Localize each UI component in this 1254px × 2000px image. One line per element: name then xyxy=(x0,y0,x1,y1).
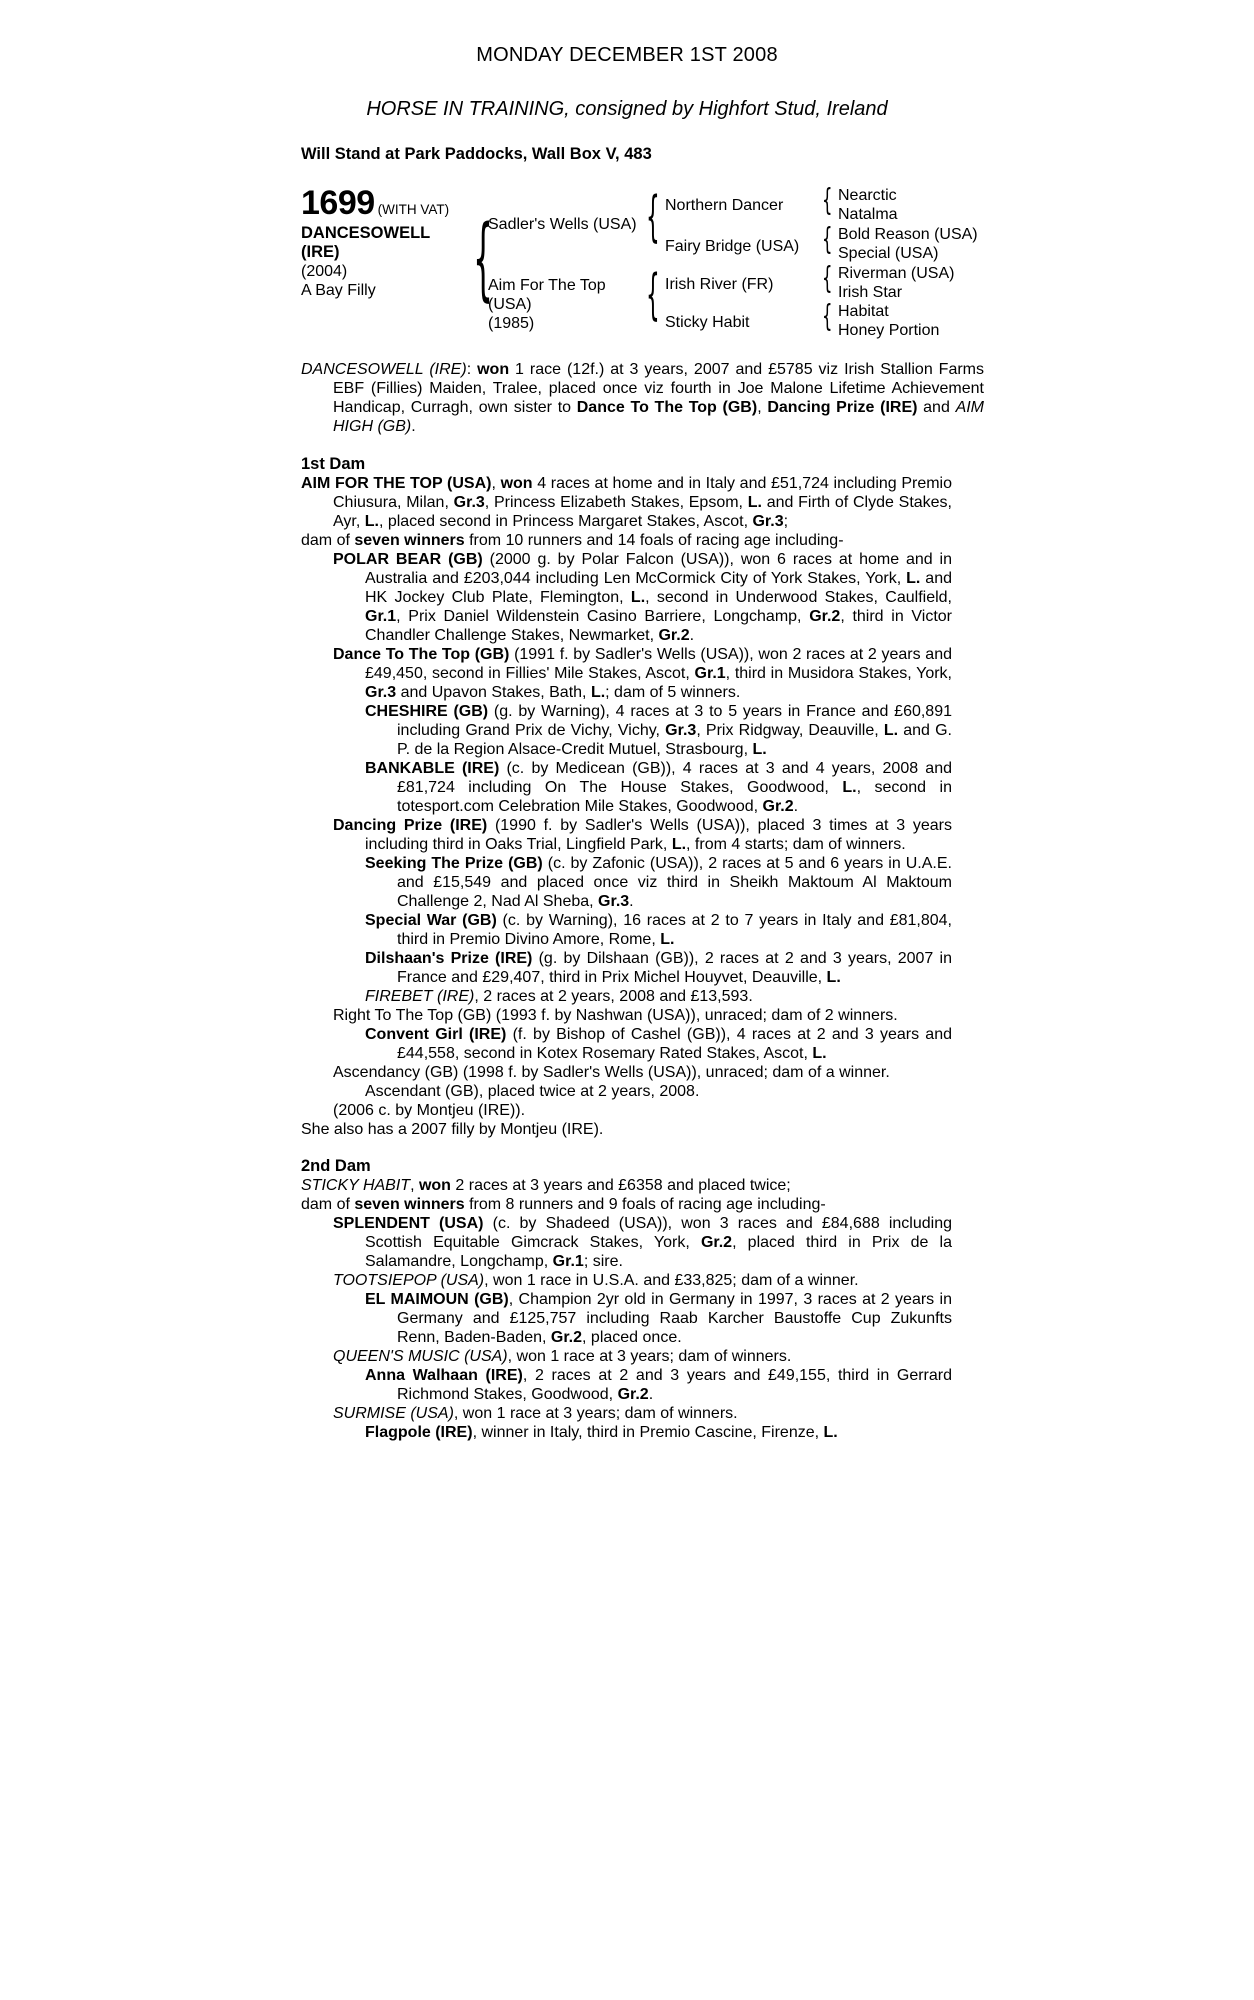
pedigree-entry xyxy=(301,1404,952,1423)
text-run: Gr.3 xyxy=(598,893,630,910)
text-run: , third in Victor Chandler Challenge Stakes, Newmarket, xyxy=(365,608,952,644)
text-run: , xyxy=(491,475,501,492)
text-run: Gr.3 xyxy=(665,722,697,739)
text-run: . xyxy=(793,798,799,815)
pedigree-entry xyxy=(301,1120,952,1139)
pedigree-brace-dam: { xyxy=(646,263,660,326)
pedigree-dam-line3: (1985) xyxy=(488,315,535,332)
pedigree-g5: Riverman (USA) xyxy=(838,265,955,282)
text-run: Anna Walhaan (IRE) xyxy=(365,1367,523,1384)
text-run: , won 1 race in U.S.A. and £33,825; dam of a winner. xyxy=(484,1272,859,1289)
second-dam-entries xyxy=(301,1176,952,1442)
horse-description: A Bay Filly xyxy=(301,282,376,299)
pedigree-brace-g1: { xyxy=(822,183,833,218)
text-run: Ascendancy (GB) (1998 f. by Sadler's Wells (USA)), unraced; dam of a winner. xyxy=(333,1064,890,1081)
text-run: and xyxy=(917,399,956,416)
text-run: (1991 f. by Sadler's Wells (USA)), won 2 races at 2 years and £49,450, second in Fillies' Mile Stakes, Ascot, xyxy=(365,646,952,682)
text-run: L. xyxy=(826,969,841,986)
text-run: , third in Musidora Stakes, York, xyxy=(725,665,952,682)
pedigree-g8: Honey Portion xyxy=(838,322,940,339)
pedigree-entry xyxy=(301,987,952,1006)
pedigree-brace-g3: { xyxy=(822,261,833,296)
lot-number: 1699 xyxy=(301,184,375,222)
pedigree-entry xyxy=(301,1214,952,1271)
text-run: L. xyxy=(590,684,606,701)
pedigree-entry xyxy=(301,531,952,550)
text-run: L. xyxy=(671,836,687,853)
text-run: dam of xyxy=(301,532,355,549)
pedigree-dam-line2: (USA) xyxy=(488,296,532,313)
text-run: (2006 c. by Montjeu (IRE)). xyxy=(333,1102,526,1119)
pedigree-g4: Special (USA) xyxy=(838,245,939,262)
pedigree-dam-dam: Sticky Habit xyxy=(665,314,750,331)
text-run: , Prix Ridgway, Deauville, xyxy=(696,722,884,739)
text-run: . xyxy=(689,627,695,644)
pedigree-g1: Nearctic xyxy=(838,187,897,204)
text-run: , Prix Daniel Wildenstein Casino Barriere, Longchamp, xyxy=(396,608,810,625)
pedigree-g2: Natalma xyxy=(838,206,898,223)
text-run: Special War (GB) xyxy=(365,912,497,929)
pedigree-entry xyxy=(301,949,952,987)
text-run: 4 races at home and in Italy and £51,724 including Premio Chiusura, Milan, xyxy=(333,475,953,511)
text-run: (g. by Dilshaan (GB)), 2 races at 2 and 3 years, 2007 in France and £29,407, third in Prix Michel Houyvet, Deauville, xyxy=(397,950,952,986)
pedigree-entry xyxy=(301,1347,952,1366)
text-run: (c. by Warning), 16 races at 2 to 7 years in Italy and £81,804, third in Premio Divino Amore, Rome, xyxy=(397,912,952,948)
pedigree-dam-sire: Irish River (FR) xyxy=(665,276,774,293)
text-run: Flagpole (IRE) xyxy=(365,1424,473,1441)
text-run: Gr.2 xyxy=(809,608,841,625)
text-run: SPLENDENT (USA) xyxy=(333,1215,484,1232)
pedigree-entry xyxy=(301,1195,952,1214)
pedigree-entry xyxy=(301,1101,952,1120)
text-run: and G. P. de la Region Alsace-Credit Mutuel, Strasbourg, xyxy=(397,722,952,758)
text-run: (c. by Shadeed (USA)), won 3 races and £84,688 including Scottish Equitable Gimcrack Stakes, York, xyxy=(365,1215,953,1251)
text-run: L. xyxy=(842,779,857,796)
text-run: , won 1 race at 3 years; dam of winners. xyxy=(507,1348,792,1365)
text-run: ; dam of 5 winners. xyxy=(605,684,741,701)
text-run: Gr.1 xyxy=(552,1253,584,1270)
text-run: L. xyxy=(630,589,646,606)
text-run: ; xyxy=(783,513,789,530)
text-run: She also has a 2007 filly by Montjeu (IRE). xyxy=(301,1121,604,1138)
text-run: , placed third in Prix de la Salamandre, Longchamp, xyxy=(365,1234,953,1270)
text-run: EL MAIMOUN (GB) xyxy=(365,1291,509,1308)
pedigree-brace-main: { xyxy=(473,206,494,311)
lot-vat-note: (WITH VAT) xyxy=(377,202,450,217)
text-run: L. xyxy=(747,494,762,511)
text-run: Dancing Prize (IRE) xyxy=(767,399,918,416)
text-run: , from 4 starts; dam of winners. xyxy=(686,836,906,853)
pedigree-entry xyxy=(301,1082,952,1101)
pedigree-entry xyxy=(301,1176,952,1195)
text-run: Dance To The Top (GB) xyxy=(576,399,758,416)
horse-origin: (IRE) xyxy=(301,243,340,261)
pedigree-entry xyxy=(301,1006,952,1025)
text-run: AIM FOR THE TOP (USA) xyxy=(301,475,492,492)
text-run: seven winners xyxy=(354,1196,465,1213)
second-dam-heading: 2nd Dam xyxy=(301,1157,371,1175)
text-run: DANCESOWELL (IRE) xyxy=(301,361,467,378)
stand-location: Will Stand at Park Paddocks, Wall Box V, 483 xyxy=(301,145,652,163)
text-run: POLAR BEAR (GB) xyxy=(333,551,483,568)
lot-block xyxy=(301,186,466,300)
text-run: L. xyxy=(883,722,899,739)
text-run: , Princess Elizabeth Stakes, Epsom, xyxy=(484,494,748,511)
pedigree-entry xyxy=(301,1025,952,1063)
horse-summary xyxy=(301,360,984,436)
pedigree-entry xyxy=(301,1423,952,1442)
text-run: , 2 races at 2 and 3 years and £49,155, third in Gerrard Richmond Stakes, Goodwood, xyxy=(397,1367,953,1403)
text-run: Gr.2 xyxy=(762,798,794,815)
text-run: Dancing Prize (IRE) xyxy=(333,817,488,834)
text-run: Gr.3 xyxy=(752,513,784,530)
text-run: Gr.2 xyxy=(700,1234,733,1251)
text-run: Gr.2 xyxy=(658,627,690,644)
text-run: , won 1 race at 3 years; dam of winners. xyxy=(453,1405,738,1422)
text-run: , xyxy=(410,1177,419,1194)
text-run: L. xyxy=(812,1045,827,1062)
text-run: and Upavon Stakes, Bath, xyxy=(396,684,591,701)
text-run: : xyxy=(466,361,478,378)
text-run: Ascendant (GB), placed twice at 2 years, 2008. xyxy=(365,1083,700,1100)
text-run: L. xyxy=(364,513,379,530)
text-run: , placed once. xyxy=(582,1329,682,1346)
pedigree-entry xyxy=(301,854,952,911)
text-run: won xyxy=(500,475,533,492)
text-run: , second in Underwood Stakes, Caulfield, xyxy=(645,589,953,606)
pedigree-entry xyxy=(301,474,952,531)
foaling-year: (2004) xyxy=(301,263,348,280)
pedigree-entry xyxy=(301,702,952,759)
text-run: , second in totesport.com Celebration Mile Stakes, Goodwood, xyxy=(397,779,952,815)
pedigree-brace-g2: { xyxy=(822,222,833,257)
text-run: , Champion 2yr old in Germany in 1997, 3 races at 2 years in Germany and £125,757 including Raab Karcher Baustoffe Cup Zukunfts Renn, Baden-Baden, xyxy=(397,1291,952,1346)
text-run: from 8 runners and 9 foals of racing age including- xyxy=(464,1196,826,1213)
text-run: Dance To The Top (GB) xyxy=(333,646,510,663)
pedigree-sire-dam: Fairy Bridge (USA) xyxy=(665,238,800,255)
pedigree-entry xyxy=(301,911,952,949)
pedigree-sire: Sadler's Wells (USA) xyxy=(488,216,637,233)
pedigree-dam-line1: Aim For The Top xyxy=(488,277,606,294)
text-run: TOOTSIEPOP (USA) xyxy=(333,1272,485,1289)
horse-name: DANCESOWELL xyxy=(301,224,431,242)
text-run: Gr.1 xyxy=(694,665,726,682)
text-run: , xyxy=(757,399,768,416)
text-run: QUEEN'S MUSIC (USA) xyxy=(333,1348,508,1365)
first-dam-entries xyxy=(301,474,952,1139)
text-run: . xyxy=(648,1386,654,1403)
text-run: and Firth of Clyde Stakes, Ayr, xyxy=(333,494,953,530)
second-dam-section xyxy=(301,1157,952,1442)
text-run: CHESHIRE (GB) xyxy=(365,703,489,720)
text-run: L. xyxy=(660,931,675,948)
text-run: and HK Jockey Club Plate, Flemington, xyxy=(365,570,953,606)
text-run: Gr.3 xyxy=(453,494,485,511)
text-run: L. xyxy=(823,1424,838,1441)
text-run: dam of xyxy=(301,1196,355,1213)
text-run: Convent Girl (IRE) xyxy=(365,1026,507,1043)
pedigree-entry xyxy=(301,1063,952,1082)
pedigree-g6: Irish Star xyxy=(838,284,903,301)
text-run: , placed second in Princess Margaret Stakes, Ascot, xyxy=(378,513,753,530)
text-run: AIM HIGH (GB) xyxy=(333,399,985,435)
text-run: . xyxy=(629,893,634,910)
pedigree-entry xyxy=(301,645,952,702)
text-run: BANKABLE (IRE) xyxy=(365,760,500,777)
text-run: , 2 races at 2 years, 2008 and £13,593. xyxy=(474,988,753,1005)
text-run: (f. by Bishop of Cashel (GB)), 4 races at 2 and 3 years and £44,558, second in Kotex Rosemary Rated Stakes, Ascot, xyxy=(397,1026,952,1062)
text-run: L. xyxy=(906,570,921,587)
text-run: 2 races at 3 years and £6358 and placed twice; xyxy=(450,1177,791,1194)
text-run: SURMISE (USA) xyxy=(333,1405,454,1422)
text-run: (1990 f. by Sadler's Wells (USA)), placed 3 times at 3 years including third in Oaks Trial, Lingfield Park, xyxy=(365,817,952,853)
pedigree-entry xyxy=(301,816,952,854)
text-run: L. xyxy=(752,741,767,758)
text-run: Right To The Top (GB) (1993 f. by Nashwan (USA)), unraced; dam of 2 winners. xyxy=(333,1007,898,1024)
text-run: (2000 g. by Polar Falcon (USA)), won 6 races at home and in Australia and £203,044 including Len McCormick City of York Stakes, York, xyxy=(365,551,952,587)
pedigree-sire-sire: Northern Dancer xyxy=(665,197,784,214)
sale-date: MONDAY DECEMBER 1ST 2008 xyxy=(476,44,778,66)
text-run: 1 race (12f.) at 3 years, 2007 and £5785 viz Irish Stallion Farms EBF (Fillies) Maiden, Tralee, placed once viz fourth in Joe Malone Lifetime Achievement Handicap, Curragh, own sister to xyxy=(333,361,984,416)
pedigree-g3: Bold Reason (USA) xyxy=(838,226,978,243)
pedigree-entry xyxy=(301,1290,952,1347)
text-run: STICKY HABIT xyxy=(301,1177,411,1194)
pedigree-g7: Habitat xyxy=(838,303,889,320)
pedigree-entry xyxy=(301,550,952,645)
text-run: (g. by Warning), 4 races at 3 to 5 years in France and £60,891 including Grand Prix de Vichy, Vichy, xyxy=(397,703,953,739)
text-run: Gr.1 xyxy=(365,608,397,625)
text-run: (c. by Medicean (GB)), 4 races at 3 and 4 years, 2008 and £81,724 including On The House Stakes, Goodwood, xyxy=(397,760,953,796)
pedigree-brace-sire: { xyxy=(646,185,660,248)
text-run: Gr.2 xyxy=(550,1329,583,1346)
pedigree-entry xyxy=(301,1366,952,1404)
text-run: Gr.3 xyxy=(365,684,397,701)
text-run: Dilshaan's Prize (IRE) xyxy=(365,950,533,967)
text-run: (c. by Zafonic (USA)), 2 races at 5 and 6 years in U.A.E. and £15,549 and placed once viz third in Sheikh Maktoum Al Maktoum Challenge 2, Nad Al Sheba, xyxy=(397,855,952,910)
pedigree-entry xyxy=(301,1271,952,1290)
text-run: . xyxy=(411,418,416,435)
text-run: , winner in Italy, third in Premio Cascine, Firenze, xyxy=(472,1424,824,1441)
text-run: from 10 runners and 14 foals of racing age including- xyxy=(464,532,844,549)
consignment-title: HORSE IN TRAINING, consigned by Highfort Stud, Ireland xyxy=(366,98,888,120)
first-dam-section xyxy=(301,455,952,1139)
text-run: Seeking The Prize (GB) xyxy=(365,855,543,872)
first-dam-heading: 1st Dam xyxy=(301,455,366,473)
text-run: seven winners xyxy=(354,532,465,549)
text-run: Gr.2 xyxy=(617,1386,649,1403)
text-run: ; sire. xyxy=(583,1253,623,1270)
text-run: won xyxy=(477,361,510,378)
text-run: FIREBET (IRE) xyxy=(365,988,475,1005)
text-run: won xyxy=(418,1177,451,1194)
pedigree-entry xyxy=(301,759,952,816)
pedigree-brace-g4: { xyxy=(822,299,833,334)
